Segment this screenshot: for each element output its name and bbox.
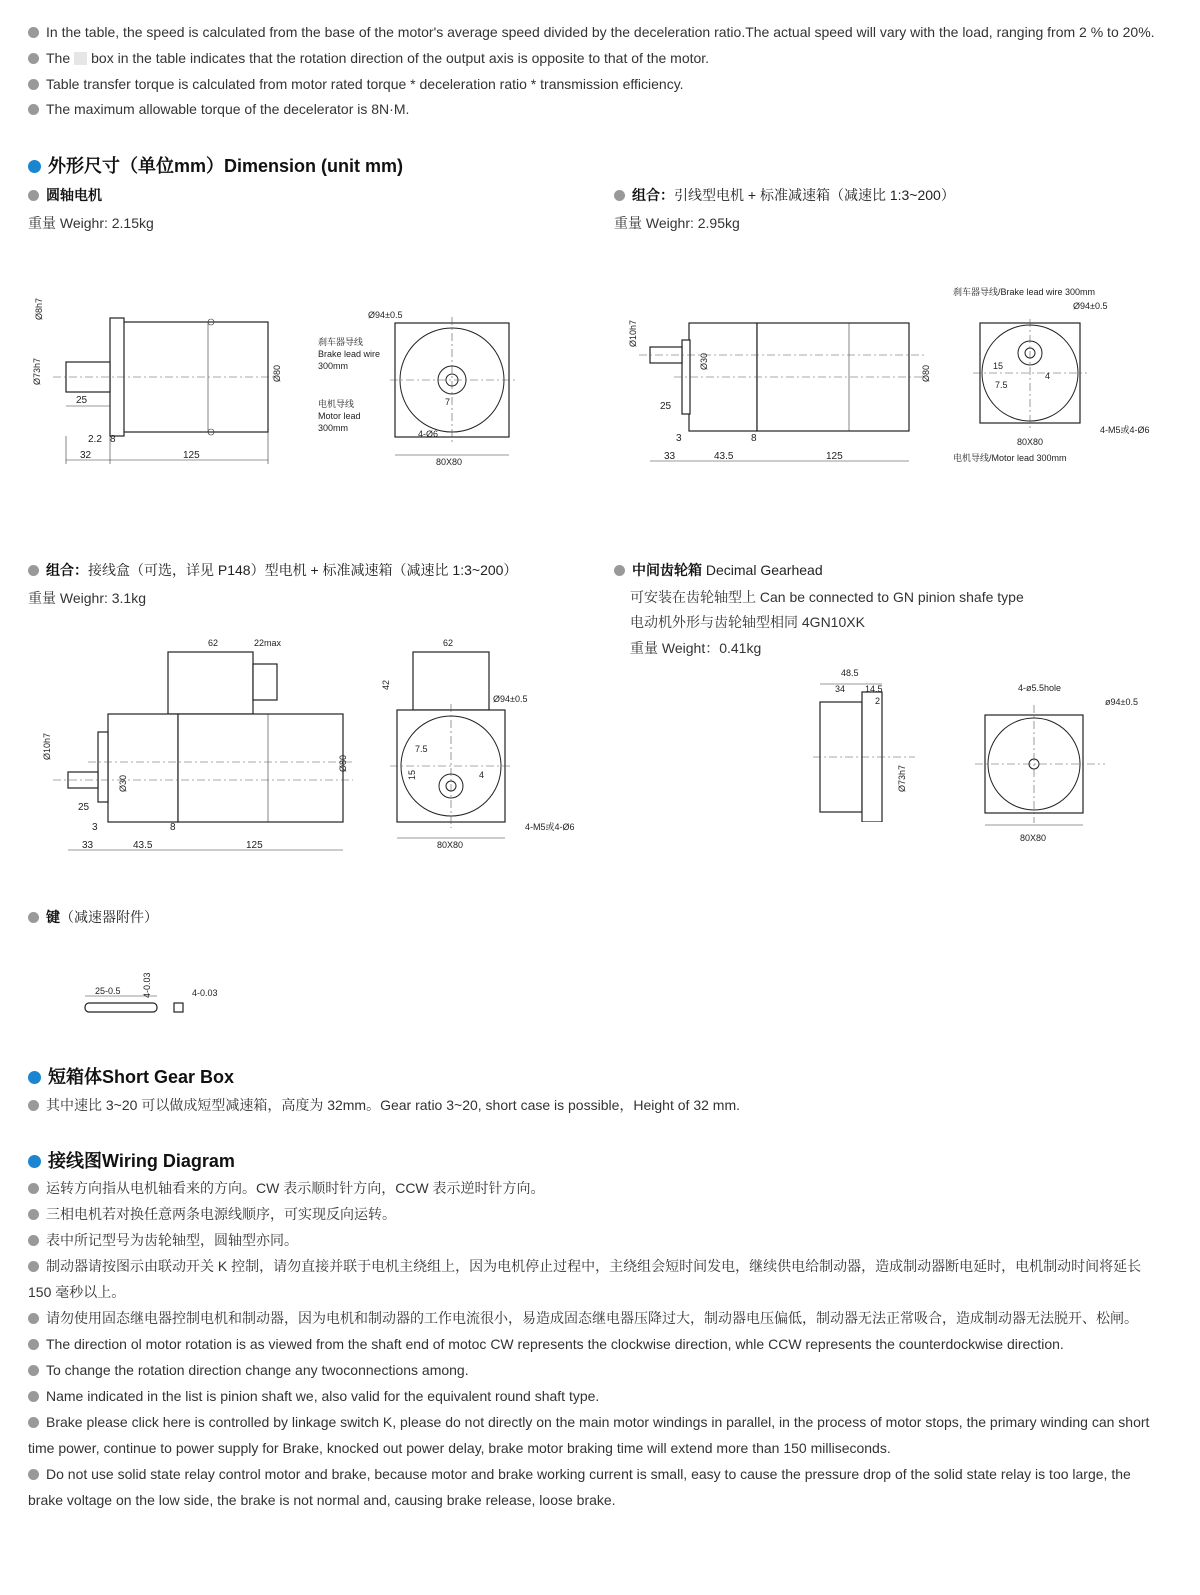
bullet-icon [28, 1209, 39, 1220]
bullet-icon [28, 27, 39, 38]
wiring-en-item: To change the rotation direction change any twoconnections among. [28, 1357, 1163, 1383]
bullet-icon [28, 565, 39, 576]
wiring-cn-item: 三相电机若对换任意两条电源线顺序，可实现反向运转。 [28, 1201, 1163, 1227]
svg-text:125: 125 [826, 451, 843, 462]
wiring-heading: 接线图Wiring Diagram [28, 1147, 235, 1173]
svg-text:80X80: 80X80 [1017, 437, 1044, 447]
combo-box-side-drawing [28, 632, 363, 857]
short-gear-text: 其中速比 3~20 可以做成短型减速箱，高度为 32mm。Gear ratio 3~20, short case is possible，Height of 32 mm. [28, 1096, 740, 1114]
decimal-line1: 可安装在齿轮轴型上 Can be connected to GN pinion shafe type [630, 589, 1024, 605]
bullet-icon [28, 1313, 39, 1324]
svg-text:4-M5或4-Ø6: 4-M5或4-Ø6 [525, 822, 575, 832]
svg-text:4-Ø6: 4-Ø6 [418, 429, 439, 439]
svg-text:125: 125 [183, 450, 200, 461]
bullet-icon [28, 1100, 39, 1111]
svg-text:电机导线: 电机导线 [318, 399, 355, 409]
svg-text:33: 33 [82, 840, 94, 851]
svg-text:Motor lead: Motor lead [318, 411, 361, 421]
section-bullet-icon [28, 1155, 41, 1168]
svg-text:刹车器导线: 刹车器导线 [318, 337, 364, 347]
svg-text:4-0.03: 4-0.03 [192, 988, 218, 998]
decimal-front-drawing [960, 675, 1160, 850]
svg-text:80X80: 80X80 [437, 840, 464, 850]
svg-text:2.2: 2.2 [88, 434, 102, 445]
bullet-icon [28, 1235, 39, 1246]
bullet-icon [614, 190, 625, 201]
svg-text:25: 25 [78, 802, 90, 813]
decimal-weight: 重量 Weight：0.41kg [630, 640, 762, 656]
svg-text:62: 62 [208, 638, 219, 648]
bullet-icon [28, 1469, 39, 1480]
svg-text:Ø94±0.5: Ø94±0.5 [493, 694, 528, 704]
note-box: The box in the table indicates that the rotation direction of the output axis is opposite to that of the motor. [28, 49, 709, 67]
round-shaft-weight: 重量 Weighr: 2.15kg [28, 215, 154, 231]
svg-text:8: 8 [751, 433, 757, 444]
svg-text:43.5: 43.5 [714, 451, 734, 462]
svg-text:80X80: 80X80 [436, 457, 463, 467]
section-bullet-icon [28, 160, 41, 173]
bullet-icon [614, 565, 625, 576]
svg-text:14.5: 14.5 [865, 684, 883, 694]
svg-text:3: 3 [676, 433, 682, 444]
wiring-cn-item: 制动器请按图示由联动开关 K 控制，请勿直接并联于电机主绕组上，因为电机停止过程中，主绕组会短时间发电，继续供电给制动器，造成制动器断电延时，电机制动时间将延长 150 毫秒以上。 [28, 1258, 1142, 1300]
wiring-en-item: Brake please click here is controlled by linkage switch K, please do not directly on the main motor windings in parallel, in the process of motor stops, the primary winding can short time power, continue to power supply for Brake, knocked out power delay, brake motor braking time will extend more than 150 milliseconds. [28, 1414, 1150, 1456]
combo-box-weight: 重量 Weighr: 3.1kg [28, 590, 147, 606]
svg-text:2: 2 [875, 696, 881, 706]
svg-text:Ø80: Ø80 [272, 364, 282, 382]
svg-text:42: 42 [381, 679, 391, 690]
bullet-icon [28, 53, 39, 64]
decimal-line2: 电动机外形与齿轮轴型相同 4GN10XK [630, 614, 865, 630]
wiring-en-item: Do not use solid state relay control motor and brake, because motor and brake working current is small, easy to cause the pressure drop of the solid state relay is too large, the brake voltage on the low side, the brake is not normal and, causing brake release, loose brake. [28, 1466, 1131, 1508]
combo-lead-side-drawing [614, 285, 944, 470]
decimal-side-drawing [805, 662, 935, 822]
note-max-torque: The maximum allowable torque of the decelerator is 8N·M. [28, 100, 409, 118]
svg-text:300mm: 300mm [318, 361, 349, 371]
svg-text:25: 25 [660, 401, 672, 412]
svg-text:Ø30: Ø30 [699, 352, 709, 370]
svg-text:4-ø5.5hole: 4-ø5.5hole [1018, 683, 1062, 693]
svg-text:48.5: 48.5 [841, 668, 859, 678]
svg-text:34: 34 [835, 684, 846, 694]
svg-text:Ø73h7: Ø73h7 [897, 764, 907, 792]
wiring-cn-item: 请勿使用固态继电器控制电机和制动器，因为电机和制动器的工作电流很小，易造成固态继电器压降过大，制动器电压偏低，制动器无法正常吸合，造成制动器无法脱开、松闸。 [28, 1305, 1163, 1331]
bullet-icon [28, 104, 39, 115]
svg-text:4-0.03: 4-0.03 [142, 972, 152, 998]
combo-lead-title: 组合：引线型电机 + 标准减速箱（减速比 1:3~200） [614, 185, 955, 205]
svg-text:25: 25 [76, 395, 88, 406]
bullet-icon [28, 912, 39, 923]
round-shaft-title: 圆轴电机 [28, 185, 102, 205]
combo-lead-front-drawing [945, 283, 1165, 468]
svg-text:25-0.5: 25-0.5 [95, 986, 121, 996]
svg-text:3: 3 [92, 822, 98, 833]
svg-text:32: 32 [80, 450, 92, 461]
svg-text:7: 7 [445, 397, 451, 407]
wiring-cn-item: 表中所记型号为齿轮轴型，圆轴型亦同。 [28, 1227, 1163, 1253]
svg-text:15: 15 [407, 769, 417, 780]
svg-text:刹车器导线/Brake lead wire 300mm: 刹车器导线/Brake lead wire 300mm [953, 287, 1096, 297]
bullet-icon [28, 190, 39, 201]
decimal-title: 中间齿轮箱 Decimal Gearhead [614, 560, 823, 580]
svg-text:Ø73h7: Ø73h7 [32, 357, 42, 385]
bullet-icon [28, 1391, 39, 1402]
svg-text:7.5: 7.5 [415, 744, 428, 754]
bullet-icon [28, 1417, 39, 1428]
svg-text:ø94±0.5: ø94±0.5 [1105, 697, 1138, 707]
svg-text:15: 15 [993, 361, 1004, 371]
combo-box-title: 组合：接线盒（可选，详见 P148）型电机 + 标准减速箱（减速比 1:3~200） [28, 560, 517, 580]
svg-text:4: 4 [479, 770, 485, 780]
svg-text:电机导线/Motor lead 300mm: 电机导线/Motor lead 300mm [953, 453, 1067, 463]
bullet-icon [28, 1261, 39, 1272]
wiring-notes [28, 1175, 1163, 1513]
svg-text:80X80: 80X80 [1020, 833, 1047, 843]
dimension-heading: 外形尺寸（单位mm）Dimension (unit mm) [28, 152, 403, 178]
bullet-icon [28, 79, 39, 90]
svg-text:8: 8 [170, 822, 176, 833]
section-bullet-icon [28, 1071, 41, 1084]
svg-text:8: 8 [110, 434, 116, 445]
bullet-icon [28, 1339, 39, 1350]
svg-text:125: 125 [246, 840, 263, 851]
svg-text:Ø80: Ø80 [921, 364, 931, 382]
svg-text:7.5: 7.5 [995, 380, 1008, 390]
svg-text:Ø8h7: Ø8h7 [34, 297, 44, 320]
round-shaft-front-drawing [310, 305, 525, 470]
bullet-icon [28, 1183, 39, 1194]
note-speed: In the table, the speed is calculated from the base of the motor's average speed divided by the deceleration ratio.The actual speed will vary with the load, ranging from 2 % to 20%. [28, 23, 1155, 41]
svg-text:Ø30: Ø30 [118, 774, 128, 792]
svg-text:43.5: 43.5 [133, 840, 153, 851]
bullet-icon [28, 1365, 39, 1376]
svg-text:Ø94±0.5: Ø94±0.5 [1073, 301, 1108, 311]
svg-text:62: 62 [443, 638, 454, 648]
note-torque: Table transfer torque is calculated from motor rated torque * deceleration ratio * transmission efficiency. [28, 75, 684, 93]
combo-box-front-drawing [375, 632, 590, 857]
svg-text:33: 33 [664, 451, 676, 462]
wiring-cn-item: 运转方向指从电机轴看来的方向。CW 表示顺时针方向，CCW 表示逆时针方向。 [28, 1175, 1163, 1201]
svg-text:Ø94±0.5: Ø94±0.5 [368, 310, 403, 320]
svg-text:Ø10h7: Ø10h7 [42, 732, 52, 760]
blank-box-icon [74, 52, 87, 65]
key-title: 键（减速器附件） [28, 907, 158, 927]
wiring-en-item: The direction ol motor rotation is as viewed from the shaft end of motoc CW represents the clockwise direction, whle CCW represents the counterdockwise direction. [28, 1331, 1163, 1357]
svg-text:Brake lead wire: Brake lead wire [318, 349, 381, 359]
key-drawing [80, 970, 230, 1025]
short-gear-heading: 短箱体Short Gear Box [28, 1063, 234, 1089]
svg-text:Ø10h7: Ø10h7 [628, 319, 638, 347]
svg-text:Ø80: Ø80 [338, 754, 348, 772]
combo-lead-weight: 重量 Weighr: 2.95kg [614, 215, 740, 231]
svg-text:300mm: 300mm [318, 423, 349, 433]
svg-text:4: 4 [1045, 371, 1051, 381]
wiring-en-item: Name indicated in the list is pinion shaft we, also valid for the equivalent round shaft type. [28, 1383, 1163, 1409]
svg-text:22max: 22max [254, 638, 282, 648]
svg-text:4-M5或4-Ø6: 4-M5或4-Ø6 [1100, 425, 1150, 435]
round-shaft-side-drawing [28, 260, 298, 475]
